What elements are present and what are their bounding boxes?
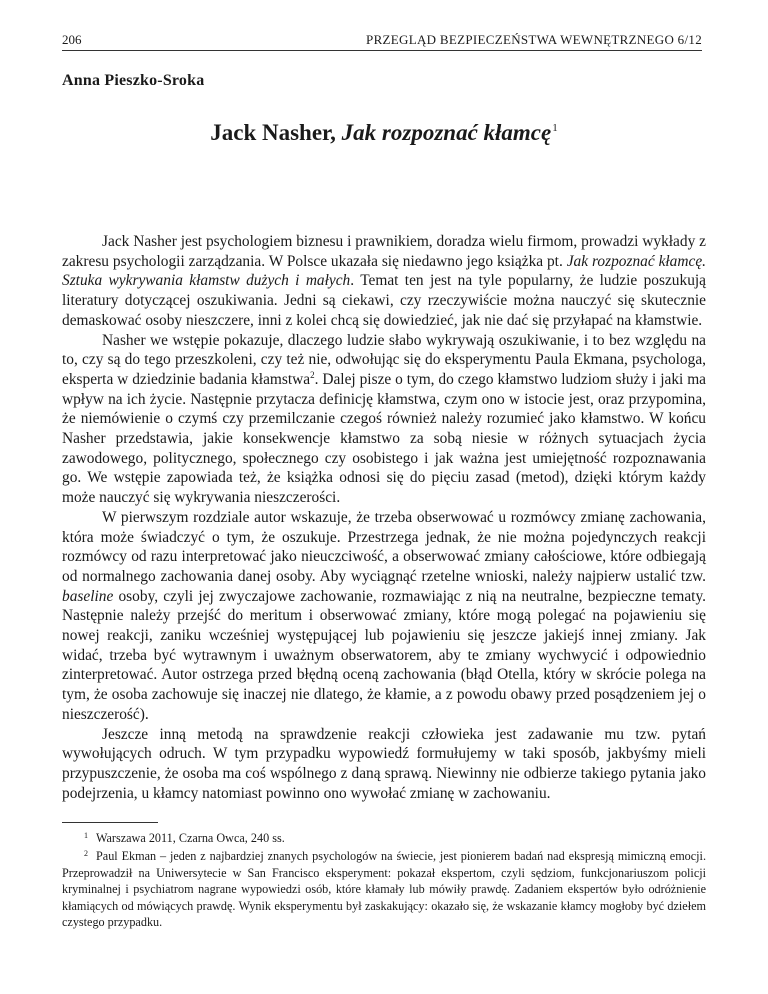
paragraph-text: Jack Nasher jest psychologiem biznesu i prawnikiem, doradza wielu firmom, prowadzi wykłady z zakresu psychologii zarządzania. W Polsce ukazała się niedawno jego książka pt. [62,233,706,270]
paragraph-3 [62,508,706,725]
article-body [62,232,706,803]
book-title-italic: Jak rozpoznać kłamcę. Sztuka wykrywania kłamstw dużych i małych [62,252,707,290]
running-header [62,30,702,51]
paragraph-text: osoby, czyli jej zwyczajowe zachowanie, rozmawiając z nią na neutralne, bezpieczne tematy. Następnie należy przejść do meritum i obserwować zmiany, które mogą polegać na pojawieniu się nowej reakcji, zaniku wcześniej występującej lub pojawieniu się jeszcze jakiejś innej zmiany. Jak widać, trzeba być wytrawnym i uważnym obserwatorem, aby te zmiany wychwycić i odpowiednio zinterpretować. Autor ostrzega przed błędną oceną zachowania (błąd Otella, który w skrócie polega na tym, że osoba zachowuje się inaczej nie dlatego, że kłamie, a z powodu obawy przed posądzeniem jej o nieszczerość). [62,587,706,723]
paragraph-text: W pierwszym rozdziale autor wskazuje, że trzeba obserwować u rozmówcy zmianę zachowania, która może świadczyć o tym, że oszukuje. Przestrzega jednak, że nie można pojedynczych reakcji rozmówcy od razu interpretować jako nieuczciwość, a obserwować zmiany całościowe, które odbiegają od normalnego zachowania danej osoby. Aby wyciągnąć rzetelne wnioski, należy najpierw ustalić tzw. [62,508,706,585]
footnote-mark: 2 [84,849,88,859]
paragraph-4: Jeszcze inną metodą na sprawdzenie reakcji człowieka jest zadawanie mu tzw. pytań wywołujących odruch. W tym przypadku wypowiedź formułujemy w taki sposób, jakbyśmy mieli przypuszczenie, że osoba ma coś wspólnego z daną sprawą. Niewinny nie odbierze takiego pytania jako podejrzenia, u kłamcy natomiast powinno ono wywołać zmianę w zachowaniu. [62,725,706,802]
footnote-text: Warszawa 2011, Czarna Owca, 240 ss. [96,831,285,845]
title-italic: Jak rozpoznać kłamcę [341,120,552,145]
footnote-text: Paul Ekman – jeden z najbardziej znanych psychologów na świecie, jest pionierem badań nad ekspresją mimiczną emocji. Przeprowadził na Uniwersytecie w San Francisco eksperyment: pokazał ekspertom, czyli sędziom, funkcjonariuszom policji kryminalnej i psychiatrom nagrane wypowiedzi osób, które kłamały lub mówiły prawdę. Zadaniem ekspertów było odróżnienie kłamiących od mówiących prawdę. Wynik eksperymentu był zaskakujący: okazało się, że wskazanie kłamcy mogłoby być dziełem czystego przypadku. [62,849,706,930]
paragraph-1 [62,232,706,331]
footnote-mark: 1 [84,831,88,840]
footnote-ref: 2 [310,369,315,380]
paragraph-text: Nasher we wstępie pokazuje, dlaczego ludzie słabo wykrywają oszukiwanie, i to bez względu na to, czy są do tego przeszkoleni, czy też nie, odwołując się do eksperymentu Paula Ekmana, psychologa, eksperta w dziedzinie badania kłamstwa [62,331,706,388]
paragraph-text: . Temat ten jest na tyle popularny, że ludzie poszukują literatury dotyczącej oszukiwania. Jedni są ciekawi, czy rzeczywiście można nauczyć się skutecznie demaskować osoby nieszczere, inni z kolei chcą się dowiedzieć, jak nie dać się przyłapać na kłamstwie. [62,272,707,329]
title-footnote-ref: 1 [552,122,558,134]
term-italic: baseline [62,587,114,605]
article-title [0,120,768,146]
footnote-1 [62,828,706,846]
footnote-divider [62,822,158,823]
paragraph-text: . Dalej pisze o tym, do czego kłamstwo ludziom służy i jaki ma wpływ na ich życie. Następnie przytacza definicję kłamstwa, czym ono w istocie jest, oraz przypomina, że niemówienie o czymś czy przemilczanie czegoś również należy rozumieć jako kłamstwo. W końcu Nasher przedstawia, jakie konsekwencje kłamstwo za sobą niesie w różnych sytuacjach życia zawodowego, politycznego, społecznego czy osobistego i jak ważna jest umiejętność rozpoznawania go. We wstępie zapowiada też, że książka odnosi się do pięciu zasad (metod), dzięki którym każdy może nauczyć się wykrywania nieszczerości. [62,370,707,507]
page-number: 206 [62,32,82,47]
footnote-2 [62,846,706,930]
journal-title: PRZEGLĄD BEZPIECZEŃSTWA WEWNĘTRZNEGO 6/12 [366,32,702,47]
paragraph-2 [62,331,706,508]
title-name: Jack Nasher, [210,120,342,145]
author-name: Anna Pieszko-Sroka [62,72,205,89]
footnotes [62,828,706,930]
